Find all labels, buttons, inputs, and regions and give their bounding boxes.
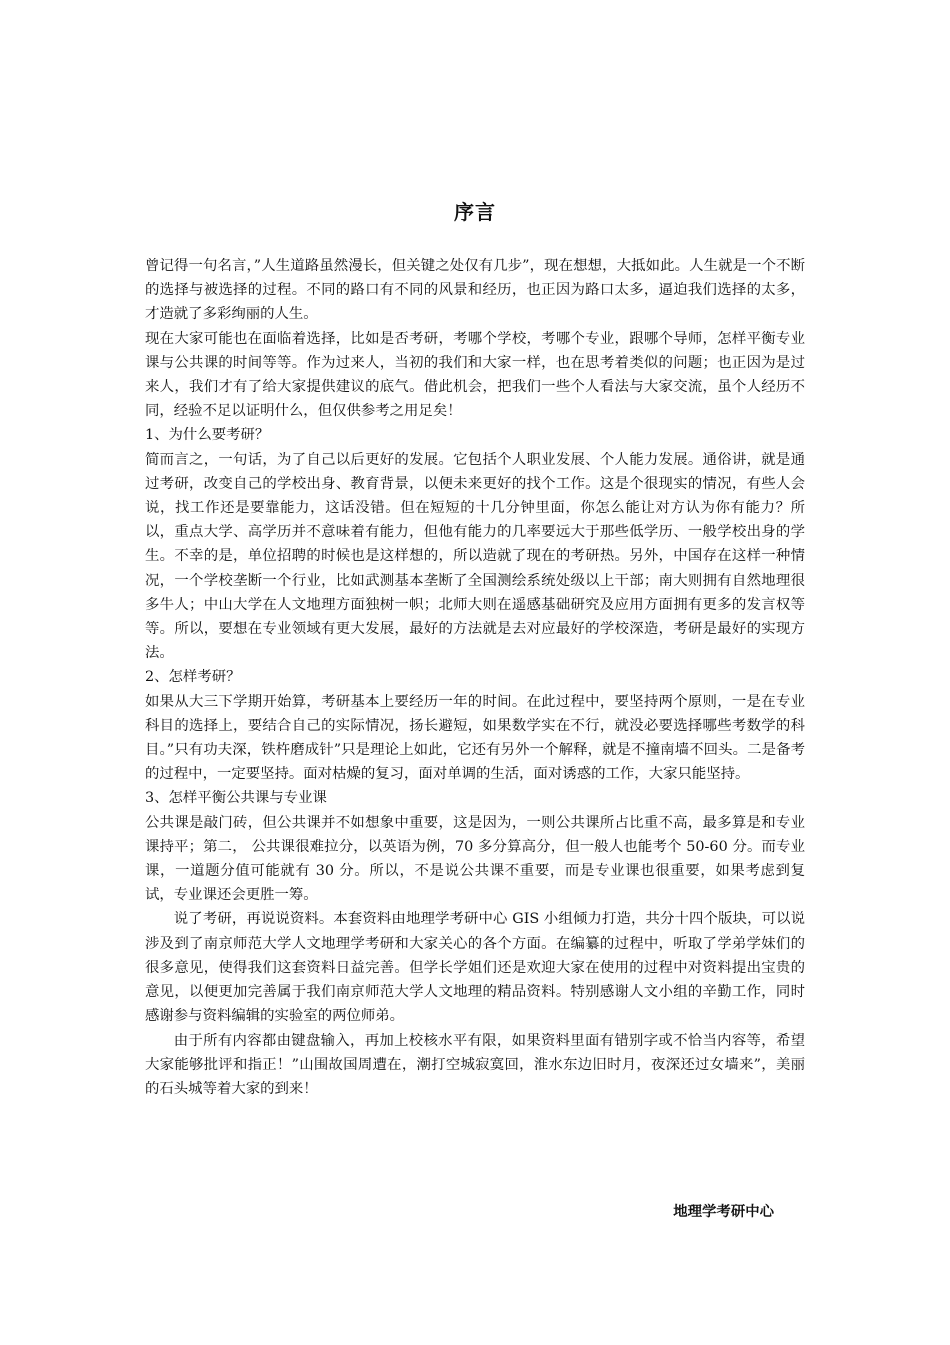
paragraph-intro: 曾记得一句名言，”人生道路虽然漫长，但关键之处仅有几步”，现在想想，大抵如此。人生就是一个不断的选择与被选择的过程。不同的路口有不同的风景和经历，也正因为路口太多，逼迫我们选择的太多，才造就了多彩绚丽的人生。 (145, 258, 805, 323)
paragraph-how: 如果从大三下学期开始算，考研基本上要经历一年的时间。在此过程中，要坚持两个原则，一是在专业科目的选择上，要结合自己的实际情况，扬长避短，如果数学实在不行，就没必要选择哪些考数学的科目。”只有功夫深，铁杵磨成针”只是理论上如此，它还有另外一个解释，就是不撞南墙不回头。二是备考的过程中，一定要坚持。面对枯燥的复习，面对单调的生活，面对诱惑的工作，大家只能坚持。 (145, 693, 805, 783)
section-heading-why: 1、为什么要考研？ (145, 427, 270, 444)
signature: 地理学考研中心 (673, 1204, 774, 1220)
paragraph-balance: 公共课是敲门砖，但公共课并不如想象中重要，这是因为，一则公共课所占比重不高，最多算是和专业课持平；第二， 公共课很难拉分，以英语为例，70 多分算高分，但一般人也能考个 50-60 分。而专业课，一道题分值可能就有 30 分。所以，不是说公共课不重要，而是专业课也很重要，如果考虑到复试，专业课还会更胜一筹。 (145, 814, 805, 904)
section-heading-balance: 3、怎样平衡公共课与专业课 (145, 790, 327, 807)
section-heading-how: 2、怎样考研？ (145, 669, 241, 686)
paragraph-why: 简而言之，一句话，为了自己以后更好的发展。它包括个人职业发展、个人能力发展。通俗讲，就是通过考研，改变自己的学校出身、教育背景，以便未来更好的找个工作。这是个很现实的情况，有些人会说，找工作还是要靠能力，这话没错。但在短短的十几分钟里面，你怎么能让对方认为你有能力？所以，重点大学、高学历并不意味着有能力，但他有能力的几率要远大于那些低学历、一般学校出身的学生。不幸的是，单位招聘的时候也是这样想的，所以造就了现在的考研热。另外，中国存在这样一种情况，一个学校垄断一个行业，比如武测基本垄断了全国测绘系统处级以上干部；南大则拥有自然地理很多牛人；中山大学在人文地理方面独树一帜；北师大则在遥感基础研究及应用方面拥有更多的发言权等等。所以，要想在专业领域有更大发展，最好的方法就是去对应最好的学校深造，考研是最好的实现方法。 (145, 451, 805, 662)
paragraph-closing: 由于所有内容都由键盘输入，再加上校核水平有限，如果资料里面有错别字或不恰当内容等，希望大家能够批评和指正！”山围故国周遭在，潮打空城寂寞回，淮水东边旧时月，夜深还过女墙来”，美丽的石头城等着大家的到来！ (145, 1032, 805, 1097)
paragraph-choices: 现在大家可能也在面临着选择，比如是否考研，考哪个学校，考哪个专业，跟哪个导师，怎样平衡专业课与公共课的时间等等。作为过来人，当初的我们和大家一样，也在思考着类似的问题；也正因为是过来人，我们才有了给大家提供建议的底气。借此机会，把我们一些个人看法与大家交流，虽个人经历不同，经验不足以证明什么，但仅供参考之用足矣！ (145, 330, 805, 420)
paragraph-materials: 说了考研，再说说资料。本套资料由地理学考研中心 GIS 小组倾力打造，共分十四个版块，可以说涉及到了南京师范大学人文地理学考研和大家关心的各个方面。在编纂的过程中，听取了学弟学妹们的很多意见，使得我们这套资料日益完善。但学长学姐们还是欢迎大家在使用的过程中对资料提出宝贵的意见，以便更加完善属于我们南京师范大学人文地理的精品资料。特别感谢人文小组的辛勤工作，同时感谢参与资料编辑的实验室的两位师弟。 (145, 911, 805, 1025)
page-title: 序言 (454, 200, 496, 224)
document-body (145, 254, 805, 1101)
